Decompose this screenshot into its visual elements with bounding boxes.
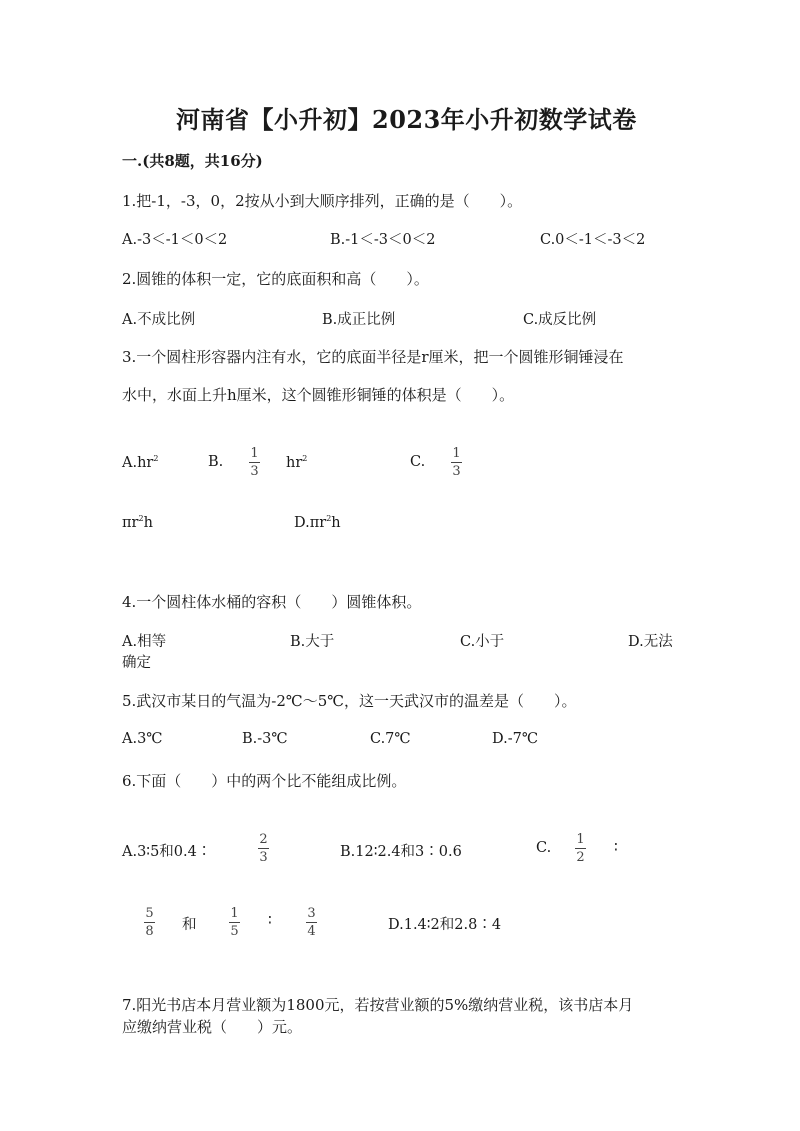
q3-option-b-text — [286, 454, 307, 471]
q3-option-a-text: A.hr — [122, 454, 154, 471]
question-2-stem: 2.圆锥的体积一定，它的底面积和高（ ）。 — [122, 270, 429, 288]
q3-option-d-h: h — [331, 514, 341, 531]
fraction-denominator: 5 — [230, 924, 239, 939]
q3-option-c-continued — [122, 514, 153, 531]
question-6-stem: 6.下面（ ）中的两个比不能组成比例。 — [122, 772, 407, 790]
q3-option-b-label: B. — [208, 454, 224, 470]
q3-option-c-exponent: 2 — [138, 514, 144, 523]
q1-option-c: C.0＜-1＜-3＜2 — [540, 232, 646, 248]
q4-option-b: B.大于 — [290, 634, 335, 650]
fraction-numerator: 1 — [576, 832, 585, 847]
q1-option-a: A.-3＜-1＜0＜2 — [122, 232, 228, 248]
q4-option-d-line2: 确定 — [122, 655, 151, 671]
q5-option-d: D.-7℃ — [492, 731, 539, 747]
q5-option-a: A.3℃ — [122, 731, 163, 747]
page-title: 河南省【小升初】2023年小升初数学试卷 — [176, 105, 637, 134]
fraction-numerator: 1 — [250, 446, 259, 461]
q4-option-d-line1: D.无法 — [628, 634, 673, 650]
fraction-bar — [249, 462, 260, 463]
q6-option-c-fraction-3 — [229, 906, 240, 939]
q6-option-c-fraction-1 — [575, 832, 586, 865]
question-7-stem-line2: 应缴纳营业税（ ）元。 — [122, 1018, 303, 1036]
q3-option-b-hr: hr — [286, 454, 303, 471]
q3-option-c-label: C. — [410, 454, 426, 470]
q3-option-d-text: D.πr — [294, 514, 327, 531]
q3-option-d-exponent: 2 — [326, 514, 332, 523]
fraction-denominator: 4 — [307, 924, 316, 939]
q3-option-c-h: h — [143, 514, 153, 531]
fraction-bar — [306, 922, 317, 923]
fraction-denominator: 3 — [452, 464, 461, 479]
question-3-stem-line2: 水中，水面上升h厘米，这个圆锥形铜锤的体积是（ ）。 — [122, 386, 515, 404]
q6-colon-1: ∶ — [614, 840, 618, 856]
q6-option-b: B.12∶2.4和3∶0.6 — [340, 844, 462, 860]
q4-option-a: A.相等 — [122, 634, 167, 650]
q3-option-d — [294, 514, 341, 531]
q4-option-c: C.小于 — [460, 634, 505, 650]
fraction-numerator: 2 — [259, 832, 268, 847]
q6-option-a-fraction — [258, 832, 269, 865]
q3-option-a — [122, 454, 158, 471]
fraction-denominator: 3 — [259, 850, 268, 865]
q2-option-b: B.成正比例 — [322, 312, 396, 328]
q3-option-c-pir: πr — [122, 514, 139, 531]
q6-colon-2: ∶ — [268, 913, 272, 929]
section-header: 一.(共8题，共16分) — [122, 152, 263, 170]
q2-option-a: A.不成比例 — [122, 312, 196, 328]
question-3-stem-line1: 3.一个圆柱形容器内注有水，它的底面半径是r厘米，把一个圆锥形铜锤浸在 — [122, 348, 624, 366]
q5-option-b: B.-3℃ — [242, 731, 288, 747]
q6-option-c-fraction-2 — [144, 906, 155, 939]
q3-option-c-fraction — [451, 446, 462, 479]
question-1-stem: 1.把-1，-3，0，2按从小到大顺序排列，正确的是（ ）。 — [122, 192, 523, 210]
q6-option-c-label: C. — [536, 840, 552, 856]
fraction-bar — [144, 922, 155, 923]
q3-option-b-exponent: 2 — [302, 454, 308, 463]
fraction-numerator: 1 — [230, 906, 239, 921]
q6-he: 和 — [182, 917, 197, 933]
q6-option-c-fraction-4 — [306, 906, 317, 939]
q5-option-c: C.7℃ — [370, 731, 411, 747]
q2-option-c: C.成反比例 — [523, 312, 597, 328]
fraction-bar — [451, 462, 462, 463]
fraction-denominator: 3 — [250, 464, 259, 479]
q1-option-b: B.-1＜-3＜0＜2 — [330, 232, 436, 248]
question-4-stem: 4.一个圆柱体水桶的容积（ ）圆锥体积。 — [122, 593, 422, 611]
q3-option-b-fraction — [249, 446, 260, 479]
fraction-denominator: 2 — [576, 850, 585, 865]
q3-option-a-exponent: 2 — [153, 454, 159, 463]
q6-option-d: D.1.4∶2和2.8∶4 — [388, 917, 502, 933]
question-7-stem-line1: 7.阳光书店本月营业额为1800元，若按营业额的5%缴纳营业税，该书店本月 — [122, 996, 634, 1014]
fraction-numerator: 1 — [452, 446, 461, 461]
fraction-denominator: 8 — [145, 924, 154, 939]
fraction-bar — [229, 922, 240, 923]
question-5-stem: 5.武汉市某日的气温为-2℃～5℃，这一天武汉市的温差是（ ）。 — [122, 692, 577, 710]
q6-option-a: A.3∶5和0.4∶ — [122, 844, 212, 860]
fraction-numerator: 5 — [145, 906, 154, 921]
fraction-bar — [258, 848, 269, 849]
fraction-numerator: 3 — [307, 906, 316, 921]
fraction-bar — [575, 848, 586, 849]
